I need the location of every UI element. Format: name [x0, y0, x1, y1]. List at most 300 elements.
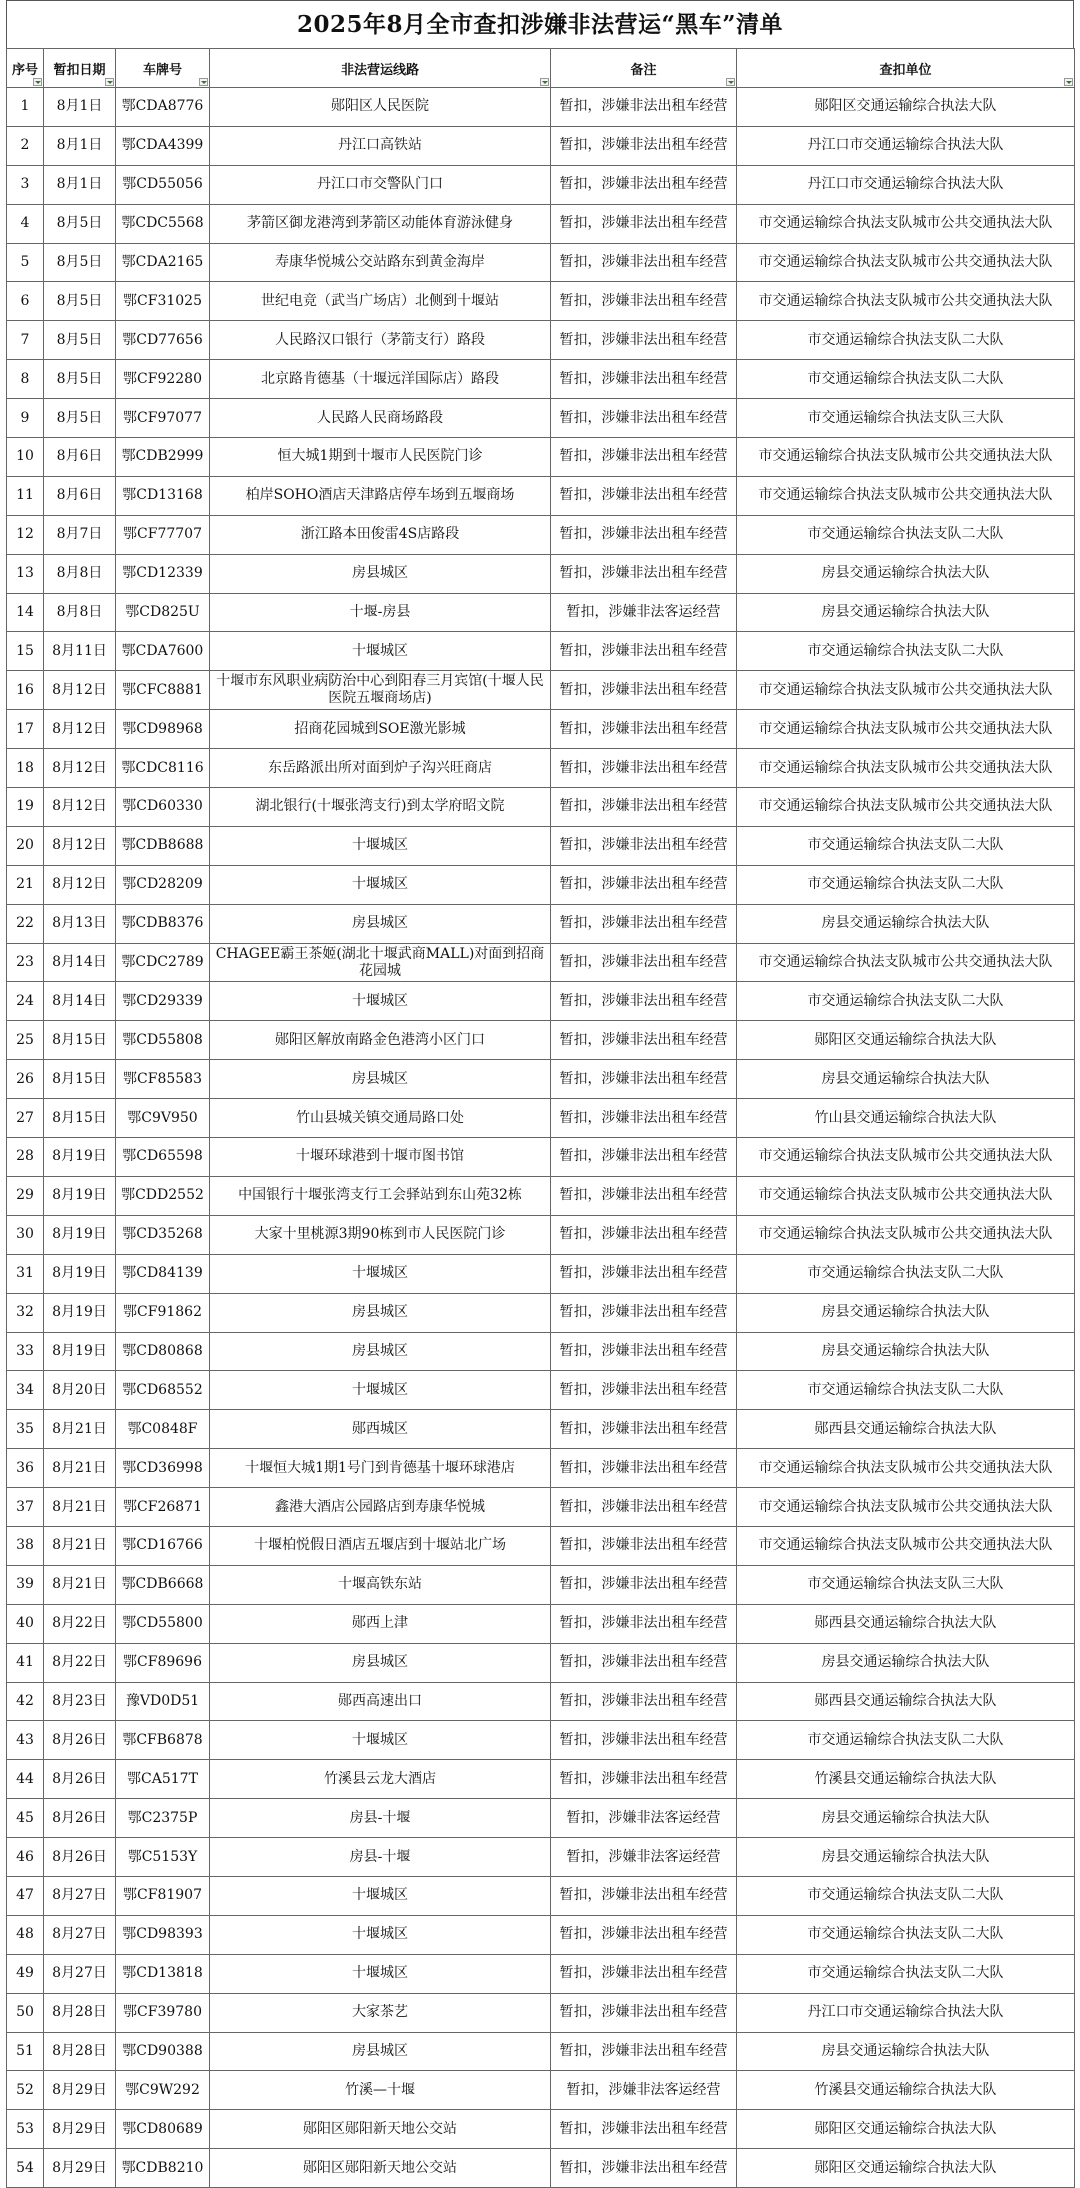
cell-route[interactable]: 大家茶艺: [210, 1993, 551, 2032]
cell-plate[interactable]: 鄂CF39780: [116, 1993, 210, 2032]
cell-unit[interactable]: 郧阳区交通运输综合执法大队: [737, 2149, 1075, 2188]
cell-route[interactable]: 郧阳区郧阳新天地公交站: [210, 2149, 551, 2188]
cell-route[interactable]: 十堰城区: [210, 826, 551, 865]
cell-date[interactable]: 8月23日: [44, 1682, 116, 1721]
cell-plate[interactable]: 鄂CDB8376: [116, 904, 210, 943]
cell-route[interactable]: 人民路汉口银行（茅箭支行）路段: [210, 321, 551, 360]
cell-index[interactable]: 5: [7, 243, 44, 282]
cell-remark[interactable]: 暂扣，涉嫌非法出租车经营: [551, 1410, 737, 1449]
cell-route[interactable]: 浙江路本田俊雷4S店路段: [210, 515, 551, 554]
cell-unit[interactable]: 郧阳区交通运输综合执法大队: [737, 1021, 1075, 1060]
cell-unit[interactable]: 市交通运输综合执法支队城市公共交通执法大队: [737, 243, 1075, 282]
cell-route[interactable]: CHAGEE霸王茶姬(湖北十堰武商MALL)对面到招商花园城: [210, 943, 551, 982]
cell-date[interactable]: 8月12日: [44, 826, 116, 865]
cell-route[interactable]: 十堰城区: [210, 1954, 551, 1993]
cell-plate[interactable]: 鄂CDA8776: [116, 88, 210, 127]
cell-route[interactable]: 房县城区: [210, 1332, 551, 1371]
cell-remark[interactable]: 暂扣，涉嫌非法出租车经营: [551, 438, 737, 477]
cell-index[interactable]: 2: [7, 126, 44, 165]
cell-unit[interactable]: 房县交通运输综合执法大队: [737, 1060, 1075, 1099]
cell-remark[interactable]: 暂扣，涉嫌非法出租车经营: [551, 515, 737, 554]
cell-unit[interactable]: 竹溪县交通运输综合执法大队: [737, 2071, 1075, 2110]
cell-remark[interactable]: 暂扣，涉嫌非法客运经营: [551, 1838, 737, 1877]
cell-index[interactable]: 33: [7, 1332, 44, 1371]
filter-dropdown-icon[interactable]: [199, 78, 208, 86]
cell-index[interactable]: 11: [7, 476, 44, 515]
cell-date[interactable]: 8月6日: [44, 476, 116, 515]
cell-date[interactable]: 8月1日: [44, 165, 116, 204]
cell-date[interactable]: 8月19日: [44, 1332, 116, 1371]
cell-remark[interactable]: 暂扣，涉嫌非法出租车经营: [551, 1604, 737, 1643]
cell-plate[interactable]: 鄂CDD2552: [116, 1176, 210, 1215]
cell-plate[interactable]: 鄂CDC5568: [116, 204, 210, 243]
cell-unit[interactable]: 市交通运输综合执法支队二大队: [737, 1371, 1075, 1410]
cell-unit[interactable]: 郧西县交通运输综合执法大队: [737, 1410, 1075, 1449]
cell-route[interactable]: 十堰城区: [210, 982, 551, 1021]
cell-remark[interactable]: 暂扣，涉嫌非法出租车经营: [551, 165, 737, 204]
cell-remark[interactable]: 暂扣，涉嫌非法出租车经营: [551, 1954, 737, 1993]
cell-plate[interactable]: 鄂CD55056: [116, 165, 210, 204]
cell-index[interactable]: 27: [7, 1099, 44, 1138]
cell-unit[interactable]: 市交通运输综合执法支队二大队: [737, 1954, 1075, 1993]
filter-dropdown-icon[interactable]: [105, 78, 114, 86]
cell-date[interactable]: 8月26日: [44, 1760, 116, 1799]
cell-plate[interactable]: 鄂C9W292: [116, 2071, 210, 2110]
cell-index[interactable]: 48: [7, 1915, 44, 1954]
cell-route[interactable]: 房县城区: [210, 1643, 551, 1682]
cell-index[interactable]: 10: [7, 438, 44, 477]
cell-route[interactable]: 十堰城区: [210, 1915, 551, 1954]
cell-route[interactable]: 十堰城区: [210, 865, 551, 904]
cell-remark[interactable]: 暂扣，涉嫌非法出租车经营: [551, 1721, 737, 1760]
cell-remark[interactable]: 暂扣，涉嫌非法出租车经营: [551, 1254, 737, 1293]
cell-date[interactable]: 8月19日: [44, 1293, 116, 1332]
cell-date[interactable]: 8月27日: [44, 1915, 116, 1954]
cell-unit[interactable]: 房县交通运输综合执法大队: [737, 1799, 1075, 1838]
cell-index[interactable]: 43: [7, 1721, 44, 1760]
cell-route[interactable]: 丹江口高铁站: [210, 126, 551, 165]
cell-unit[interactable]: 房县交通运输综合执法大队: [737, 904, 1075, 943]
cell-unit[interactable]: 市交通运输综合执法支队城市公共交通执法大队: [737, 476, 1075, 515]
cell-route[interactable]: 十堰市东风职业病防治中心到阳春三月宾馆(十堰人民医院五堰商场店): [210, 671, 551, 710]
cell-index[interactable]: 22: [7, 904, 44, 943]
cell-date[interactable]: 8月12日: [44, 710, 116, 749]
cell-date[interactable]: 8月12日: [44, 749, 116, 788]
cell-route[interactable]: 中国银行十堰张湾支行工会驿站到东山苑32栋: [210, 1176, 551, 1215]
cell-index[interactable]: 16: [7, 671, 44, 710]
cell-route[interactable]: 房县城区: [210, 554, 551, 593]
cell-unit[interactable]: 市交通运输综合执法支队城市公共交通执法大队: [737, 788, 1075, 827]
cell-unit[interactable]: 市交通运输综合执法支队二大队: [737, 632, 1075, 671]
cell-plate[interactable]: 鄂C5153Y: [116, 1838, 210, 1877]
filter-dropdown-icon[interactable]: [726, 78, 735, 86]
header-route[interactable]: [210, 49, 551, 88]
cell-route[interactable]: 房县城区: [210, 1293, 551, 1332]
cell-plate[interactable]: 鄂CD90388: [116, 2032, 210, 2071]
cell-plate[interactable]: 鄂CD29339: [116, 982, 210, 1021]
cell-date[interactable]: 8月12日: [44, 671, 116, 710]
cell-route[interactable]: 十堰城区: [210, 632, 551, 671]
cell-remark[interactable]: 暂扣，涉嫌非法客运经营: [551, 593, 737, 632]
cell-unit[interactable]: 郧西县交通运输综合执法大队: [737, 1604, 1075, 1643]
cell-index[interactable]: 31: [7, 1254, 44, 1293]
cell-date[interactable]: 8月5日: [44, 399, 116, 438]
cell-date[interactable]: 8月5日: [44, 243, 116, 282]
cell-route[interactable]: 房县城区: [210, 1060, 551, 1099]
cell-index[interactable]: 36: [7, 1449, 44, 1488]
cell-route[interactable]: 郧西上津: [210, 1604, 551, 1643]
cell-remark[interactable]: 暂扣，涉嫌非法出租车经营: [551, 88, 737, 127]
cell-index[interactable]: 47: [7, 1876, 44, 1915]
cell-plate[interactable]: 鄂CD80868: [116, 1332, 210, 1371]
cell-plate[interactable]: 鄂CF91862: [116, 1293, 210, 1332]
cell-index[interactable]: 38: [7, 1526, 44, 1565]
cell-remark[interactable]: 暂扣，涉嫌非法出租车经营: [551, 982, 737, 1021]
cell-unit[interactable]: 市交通运输综合执法支队城市公共交通执法大队: [737, 1215, 1075, 1254]
cell-route[interactable]: 招商花园城到SOE激光影城: [210, 710, 551, 749]
cell-route[interactable]: 北京路肯德基（十堰远洋国际店）路段: [210, 360, 551, 399]
cell-date[interactable]: 8月27日: [44, 1876, 116, 1915]
cell-date[interactable]: 8月21日: [44, 1526, 116, 1565]
cell-remark[interactable]: 暂扣，涉嫌非法出租车经营: [551, 399, 737, 438]
cell-date[interactable]: 8月26日: [44, 1721, 116, 1760]
cell-unit[interactable]: 市交通运输综合执法支队二大队: [737, 1254, 1075, 1293]
cell-plate[interactable]: 鄂CDC2789: [116, 943, 210, 982]
cell-date[interactable]: 8月15日: [44, 1060, 116, 1099]
cell-index[interactable]: 6: [7, 282, 44, 321]
cell-route[interactable]: 房县-十堰: [210, 1838, 551, 1877]
cell-plate[interactable]: 鄂CD13818: [116, 1954, 210, 1993]
cell-date[interactable]: 8月20日: [44, 1371, 116, 1410]
cell-plate[interactable]: 鄂CD98393: [116, 1915, 210, 1954]
cell-index[interactable]: 50: [7, 1993, 44, 2032]
cell-plate[interactable]: 鄂CFC8881: [116, 671, 210, 710]
cell-date[interactable]: 8月28日: [44, 2032, 116, 2071]
cell-remark[interactable]: 暂扣，涉嫌非法出租车经营: [551, 710, 737, 749]
cell-route[interactable]: 十堰-房县: [210, 593, 551, 632]
cell-index[interactable]: 32: [7, 1293, 44, 1332]
cell-route[interactable]: 竹山县城关镇交通局路口处: [210, 1099, 551, 1138]
cell-plate[interactable]: 鄂CF85583: [116, 1060, 210, 1099]
cell-remark[interactable]: 暂扣，涉嫌非法出租车经营: [551, 1682, 737, 1721]
cell-remark[interactable]: 暂扣，涉嫌非法出租车经营: [551, 243, 737, 282]
cell-plate[interactable]: 鄂CD16766: [116, 1526, 210, 1565]
cell-unit[interactable]: 市交通运输综合执法支队二大队: [737, 1915, 1075, 1954]
cell-date[interactable]: 8月1日: [44, 126, 116, 165]
cell-route[interactable]: 十堰高铁东站: [210, 1565, 551, 1604]
cell-plate[interactable]: 鄂CF77707: [116, 515, 210, 554]
cell-route[interactable]: 十堰城区: [210, 1721, 551, 1760]
cell-index[interactable]: 37: [7, 1488, 44, 1527]
cell-remark[interactable]: 暂扣，涉嫌非法出租车经营: [551, 126, 737, 165]
cell-index[interactable]: 39: [7, 1565, 44, 1604]
cell-date[interactable]: 8月26日: [44, 1838, 116, 1877]
cell-unit[interactable]: 市交通运输综合执法支队城市公共交通执法大队: [737, 438, 1075, 477]
cell-remark[interactable]: 暂扣，涉嫌非法出租车经营: [551, 282, 737, 321]
cell-date[interactable]: 8月21日: [44, 1565, 116, 1604]
cell-remark[interactable]: 暂扣，涉嫌非法出租车经营: [551, 1138, 737, 1177]
cell-unit[interactable]: 市交通运输综合执法支队二大队: [737, 515, 1075, 554]
cell-remark[interactable]: 暂扣，涉嫌非法出租车经营: [551, 826, 737, 865]
cell-route[interactable]: 十堰城区: [210, 1254, 551, 1293]
cell-unit[interactable]: 市交通运输综合执法支队城市公共交通执法大队: [737, 1138, 1075, 1177]
cell-plate[interactable]: 鄂CD55808: [116, 1021, 210, 1060]
cell-index[interactable]: 34: [7, 1371, 44, 1410]
cell-unit[interactable]: 市交通运输综合执法支队三大队: [737, 399, 1075, 438]
cell-unit[interactable]: 市交通运输综合执法支队二大队: [737, 865, 1075, 904]
cell-plate[interactable]: 鄂CD60330: [116, 788, 210, 827]
cell-index[interactable]: 42: [7, 1682, 44, 1721]
cell-remark[interactable]: 暂扣，涉嫌非法出租车经营: [551, 1449, 737, 1488]
cell-remark[interactable]: 暂扣，涉嫌非法出租车经营: [551, 360, 737, 399]
cell-plate[interactable]: 鄂CDA4399: [116, 126, 210, 165]
cell-remark[interactable]: 暂扣，涉嫌非法出租车经营: [551, 476, 737, 515]
cell-plate[interactable]: 鄂CD98968: [116, 710, 210, 749]
cell-unit[interactable]: 市交通运输综合执法支队二大队: [737, 826, 1075, 865]
cell-date[interactable]: 8月15日: [44, 1099, 116, 1138]
cell-date[interactable]: 8月13日: [44, 904, 116, 943]
cell-unit[interactable]: 市交通运输综合执法支队城市公共交通执法大队: [737, 282, 1075, 321]
cell-index[interactable]: 9: [7, 399, 44, 438]
cell-route[interactable]: 郧阳区解放南路金色港湾小区门口: [210, 1021, 551, 1060]
cell-route[interactable]: 世纪电竞（武当广场店）北侧到十堰站: [210, 282, 551, 321]
cell-route[interactable]: 人民路人民商场路段: [210, 399, 551, 438]
cell-index[interactable]: 54: [7, 2149, 44, 2188]
cell-date[interactable]: 8月28日: [44, 1993, 116, 2032]
cell-remark[interactable]: 暂扣，涉嫌非法出租车经营: [551, 1293, 737, 1332]
cell-remark[interactable]: 暂扣，涉嫌非法出租车经营: [551, 1565, 737, 1604]
filter-dropdown-icon[interactable]: [1064, 78, 1073, 86]
cell-plate[interactable]: 鄂CF26871: [116, 1488, 210, 1527]
cell-date[interactable]: 8月19日: [44, 1215, 116, 1254]
cell-plate[interactable]: 鄂CDA2165: [116, 243, 210, 282]
cell-unit[interactable]: 竹溪县交通运输综合执法大队: [737, 1760, 1075, 1799]
cell-plate[interactable]: 鄂CDC8116: [116, 749, 210, 788]
cell-index[interactable]: 44: [7, 1760, 44, 1799]
cell-route[interactable]: 郧西高速出口: [210, 1682, 551, 1721]
cell-date[interactable]: 8月1日: [44, 88, 116, 127]
cell-index[interactable]: 51: [7, 2032, 44, 2071]
cell-index[interactable]: 4: [7, 204, 44, 243]
cell-index[interactable]: 40: [7, 1604, 44, 1643]
cell-plate[interactable]: 鄂CD12339: [116, 554, 210, 593]
cell-unit[interactable]: 郧阳区交通运输综合执法大队: [737, 88, 1075, 127]
cell-date[interactable]: 8月26日: [44, 1799, 116, 1838]
cell-plate[interactable]: 鄂C9V950: [116, 1099, 210, 1138]
cell-date[interactable]: 8月5日: [44, 321, 116, 360]
cell-index[interactable]: 25: [7, 1021, 44, 1060]
cell-unit[interactable]: 市交通运输综合执法支队城市公共交通执法大队: [737, 1449, 1075, 1488]
cell-plate[interactable]: 鄂CFB6878: [116, 1721, 210, 1760]
cell-date[interactable]: 8月11日: [44, 632, 116, 671]
cell-date[interactable]: 8月14日: [44, 943, 116, 982]
cell-remark[interactable]: 暂扣，涉嫌非法出租车经营: [551, 1488, 737, 1527]
header-date[interactable]: [44, 49, 116, 88]
cell-index[interactable]: 45: [7, 1799, 44, 1838]
cell-unit[interactable]: 竹山县交通运输综合执法大队: [737, 1099, 1075, 1138]
cell-plate[interactable]: 鄂CF81907: [116, 1876, 210, 1915]
cell-unit[interactable]: 市交通运输综合执法支队二大队: [737, 360, 1075, 399]
cell-route[interactable]: 大家十里桃源3期90栋到市人民医院门诊: [210, 1215, 551, 1254]
cell-plate[interactable]: 鄂CF97077: [116, 399, 210, 438]
cell-remark[interactable]: 暂扣，涉嫌非法出租车经营: [551, 632, 737, 671]
cell-remark[interactable]: 暂扣，涉嫌非法出租车经营: [551, 1876, 737, 1915]
cell-date[interactable]: 8月21日: [44, 1449, 116, 1488]
cell-plate[interactable]: 鄂CD13168: [116, 476, 210, 515]
cell-unit[interactable]: 丹江口市交通运输综合执法大队: [737, 165, 1075, 204]
cell-date[interactable]: 8月21日: [44, 1410, 116, 1449]
cell-remark[interactable]: 暂扣，涉嫌非法出租车经营: [551, 2110, 737, 2149]
cell-index[interactable]: 24: [7, 982, 44, 1021]
cell-date[interactable]: 8月12日: [44, 865, 116, 904]
cell-unit[interactable]: 市交通运输综合执法支队城市公共交通执法大队: [737, 1526, 1075, 1565]
cell-route[interactable]: 柏岸SOHO酒店天津路店停车场到五堰商场: [210, 476, 551, 515]
cell-plate[interactable]: 鄂CDB2999: [116, 438, 210, 477]
cell-index[interactable]: 13: [7, 554, 44, 593]
cell-remark[interactable]: 暂扣，涉嫌非法出租车经营: [551, 321, 737, 360]
cell-remark[interactable]: 暂扣，涉嫌非法出租车经营: [551, 749, 737, 788]
cell-index[interactable]: 53: [7, 2110, 44, 2149]
cell-date[interactable]: 8月19日: [44, 1254, 116, 1293]
cell-index[interactable]: 35: [7, 1410, 44, 1449]
cell-remark[interactable]: 暂扣，涉嫌非法出租车经营: [551, 865, 737, 904]
cell-plate[interactable]: 鄂CD65598: [116, 1138, 210, 1177]
cell-index[interactable]: 52: [7, 2071, 44, 2110]
cell-remark[interactable]: 暂扣，涉嫌非法出租车经营: [551, 1760, 737, 1799]
cell-unit[interactable]: 市交通运输综合执法支队城市公共交通执法大队: [737, 671, 1075, 710]
cell-remark[interactable]: 暂扣，涉嫌非法出租车经营: [551, 2149, 737, 2188]
cell-remark[interactable]: 暂扣，涉嫌非法出租车经营: [551, 1099, 737, 1138]
cell-remark[interactable]: 暂扣，涉嫌非法出租车经营: [551, 1993, 737, 2032]
cell-unit[interactable]: 市交通运输综合执法支队城市公共交通执法大队: [737, 749, 1075, 788]
header-remark[interactable]: [551, 49, 737, 88]
cell-route[interactable]: 丹江口市交警队门口: [210, 165, 551, 204]
cell-date[interactable]: 8月19日: [44, 1176, 116, 1215]
cell-plate[interactable]: 豫VD0D51: [116, 1682, 210, 1721]
cell-plate[interactable]: 鄂CD28209: [116, 865, 210, 904]
filter-dropdown-icon[interactable]: [540, 78, 549, 86]
cell-remark[interactable]: 暂扣，涉嫌非法出租车经营: [551, 1915, 737, 1954]
cell-remark[interactable]: 暂扣，涉嫌非法出租车经营: [551, 1215, 737, 1254]
cell-unit[interactable]: 市交通运输综合执法支队二大队: [737, 321, 1075, 360]
cell-remark[interactable]: 暂扣，涉嫌非法出租车经营: [551, 204, 737, 243]
cell-route[interactable]: 恒大城1期到十堰市人民医院门诊: [210, 438, 551, 477]
cell-route[interactable]: 十堰环球港到十堰市图书馆: [210, 1138, 551, 1177]
header-unit[interactable]: [737, 49, 1075, 88]
cell-unit[interactable]: 房县交通运输综合执法大队: [737, 2032, 1075, 2071]
cell-index[interactable]: 7: [7, 321, 44, 360]
cell-date[interactable]: 8月29日: [44, 2149, 116, 2188]
cell-route[interactable]: 湖北银行(十堰张湾支行)到太学府昭文院: [210, 788, 551, 827]
cell-date[interactable]: 8月29日: [44, 2110, 116, 2149]
cell-unit[interactable]: 市交通运输综合执法支队城市公共交通执法大队: [737, 1176, 1075, 1215]
cell-date[interactable]: 8月8日: [44, 554, 116, 593]
cell-index[interactable]: 28: [7, 1138, 44, 1177]
cell-unit[interactable]: 市交通运输综合执法支队城市公共交通执法大队: [737, 204, 1075, 243]
cell-plate[interactable]: 鄂C0848F: [116, 1410, 210, 1449]
cell-remark[interactable]: 暂扣，涉嫌非法出租车经营: [551, 788, 737, 827]
cell-plate[interactable]: 鄂CDB8688: [116, 826, 210, 865]
cell-index[interactable]: 26: [7, 1060, 44, 1099]
cell-route[interactable]: 郧阳区人民医院: [210, 88, 551, 127]
cell-unit[interactable]: 市交通运输综合执法支队二大队: [737, 1721, 1075, 1760]
cell-route[interactable]: 鑫港大酒店公园路店到寿康华悦城: [210, 1488, 551, 1527]
cell-route[interactable]: 郧阳区郧阳新天地公交站: [210, 2110, 551, 2149]
cell-plate[interactable]: 鄂CD84139: [116, 1254, 210, 1293]
cell-remark[interactable]: 暂扣，涉嫌非法出租车经营: [551, 2032, 737, 2071]
cell-unit[interactable]: 丹江口市交通运输综合执法大队: [737, 126, 1075, 165]
cell-date[interactable]: 8月29日: [44, 2071, 116, 2110]
cell-date[interactable]: 8月5日: [44, 282, 116, 321]
cell-plate[interactable]: 鄂CD80689: [116, 2110, 210, 2149]
cell-index[interactable]: 49: [7, 1954, 44, 1993]
cell-remark[interactable]: 暂扣，涉嫌非法出租车经营: [551, 943, 737, 982]
cell-index[interactable]: 20: [7, 826, 44, 865]
cell-remark[interactable]: 暂扣，涉嫌非法出租车经营: [551, 554, 737, 593]
cell-index[interactable]: 1: [7, 88, 44, 127]
cell-remark[interactable]: 暂扣，涉嫌非法出租车经营: [551, 1526, 737, 1565]
filter-dropdown-icon[interactable]: [33, 78, 42, 86]
cell-route[interactable]: 十堰柏悦假日酒店五堰店到十堰站北广场: [210, 1526, 551, 1565]
cell-plate[interactable]: 鄂CF89696: [116, 1643, 210, 1682]
cell-route[interactable]: 十堰恒大城1期1号门到肯德基十堰环球港店: [210, 1449, 551, 1488]
header-plate[interactable]: [116, 49, 210, 88]
cell-remark[interactable]: 暂扣，涉嫌非法出租车经营: [551, 1176, 737, 1215]
cell-date[interactable]: 8月19日: [44, 1138, 116, 1177]
cell-index[interactable]: 21: [7, 865, 44, 904]
cell-unit[interactable]: 郧阳区交通运输综合执法大队: [737, 2110, 1075, 2149]
cell-plate[interactable]: 鄂CDB8210: [116, 2149, 210, 2188]
cell-unit[interactable]: 房县交通运输综合执法大队: [737, 1293, 1075, 1332]
cell-plate[interactable]: 鄂CD35268: [116, 1215, 210, 1254]
cell-route[interactable]: 十堰城区: [210, 1876, 551, 1915]
cell-date[interactable]: 8月14日: [44, 982, 116, 1021]
cell-index[interactable]: 23: [7, 943, 44, 982]
cell-index[interactable]: 15: [7, 632, 44, 671]
cell-remark[interactable]: 暂扣，涉嫌非法出租车经营: [551, 1371, 737, 1410]
cell-remark[interactable]: 暂扣，涉嫌非法出租车经营: [551, 904, 737, 943]
cell-index[interactable]: 41: [7, 1643, 44, 1682]
cell-index[interactable]: 14: [7, 593, 44, 632]
cell-route[interactable]: 十堰城区: [210, 1371, 551, 1410]
cell-date[interactable]: 8月6日: [44, 438, 116, 477]
cell-date[interactable]: 8月22日: [44, 1643, 116, 1682]
cell-date[interactable]: 8月5日: [44, 204, 116, 243]
cell-route[interactable]: 竹溪—十堰: [210, 2071, 551, 2110]
cell-date[interactable]: 8月7日: [44, 515, 116, 554]
cell-date[interactable]: 8月12日: [44, 788, 116, 827]
cell-plate[interactable]: 鄂CD55800: [116, 1604, 210, 1643]
cell-route[interactable]: 竹溪县云龙大酒店: [210, 1760, 551, 1799]
cell-plate[interactable]: 鄂CF92280: [116, 360, 210, 399]
cell-date[interactable]: 8月5日: [44, 360, 116, 399]
cell-remark[interactable]: 暂扣，涉嫌非法出租车经营: [551, 1060, 737, 1099]
cell-index[interactable]: 46: [7, 1838, 44, 1877]
cell-route[interactable]: 寿康华悦城公交站路东到黄金海岸: [210, 243, 551, 282]
cell-date[interactable]: 8月27日: [44, 1954, 116, 1993]
cell-remark[interactable]: 暂扣，涉嫌非法出租车经营: [551, 1021, 737, 1060]
cell-unit[interactable]: 市交通运输综合执法支队城市公共交通执法大队: [737, 1488, 1075, 1527]
cell-route[interactable]: 茅箭区御龙港湾到茅箭区动能体育游泳健身: [210, 204, 551, 243]
cell-date[interactable]: 8月22日: [44, 1604, 116, 1643]
cell-unit[interactable]: 郧西县交通运输综合执法大队: [737, 1682, 1075, 1721]
cell-unit[interactable]: 房县交通运输综合执法大队: [737, 554, 1075, 593]
cell-plate[interactable]: 鄂CA517T: [116, 1760, 210, 1799]
cell-plate[interactable]: 鄂C2375P: [116, 1799, 210, 1838]
cell-remark[interactable]: 暂扣，涉嫌非法出租车经营: [551, 671, 737, 710]
header-index[interactable]: [7, 49, 44, 88]
cell-remark[interactable]: 暂扣，涉嫌非法出租车经营: [551, 1332, 737, 1371]
